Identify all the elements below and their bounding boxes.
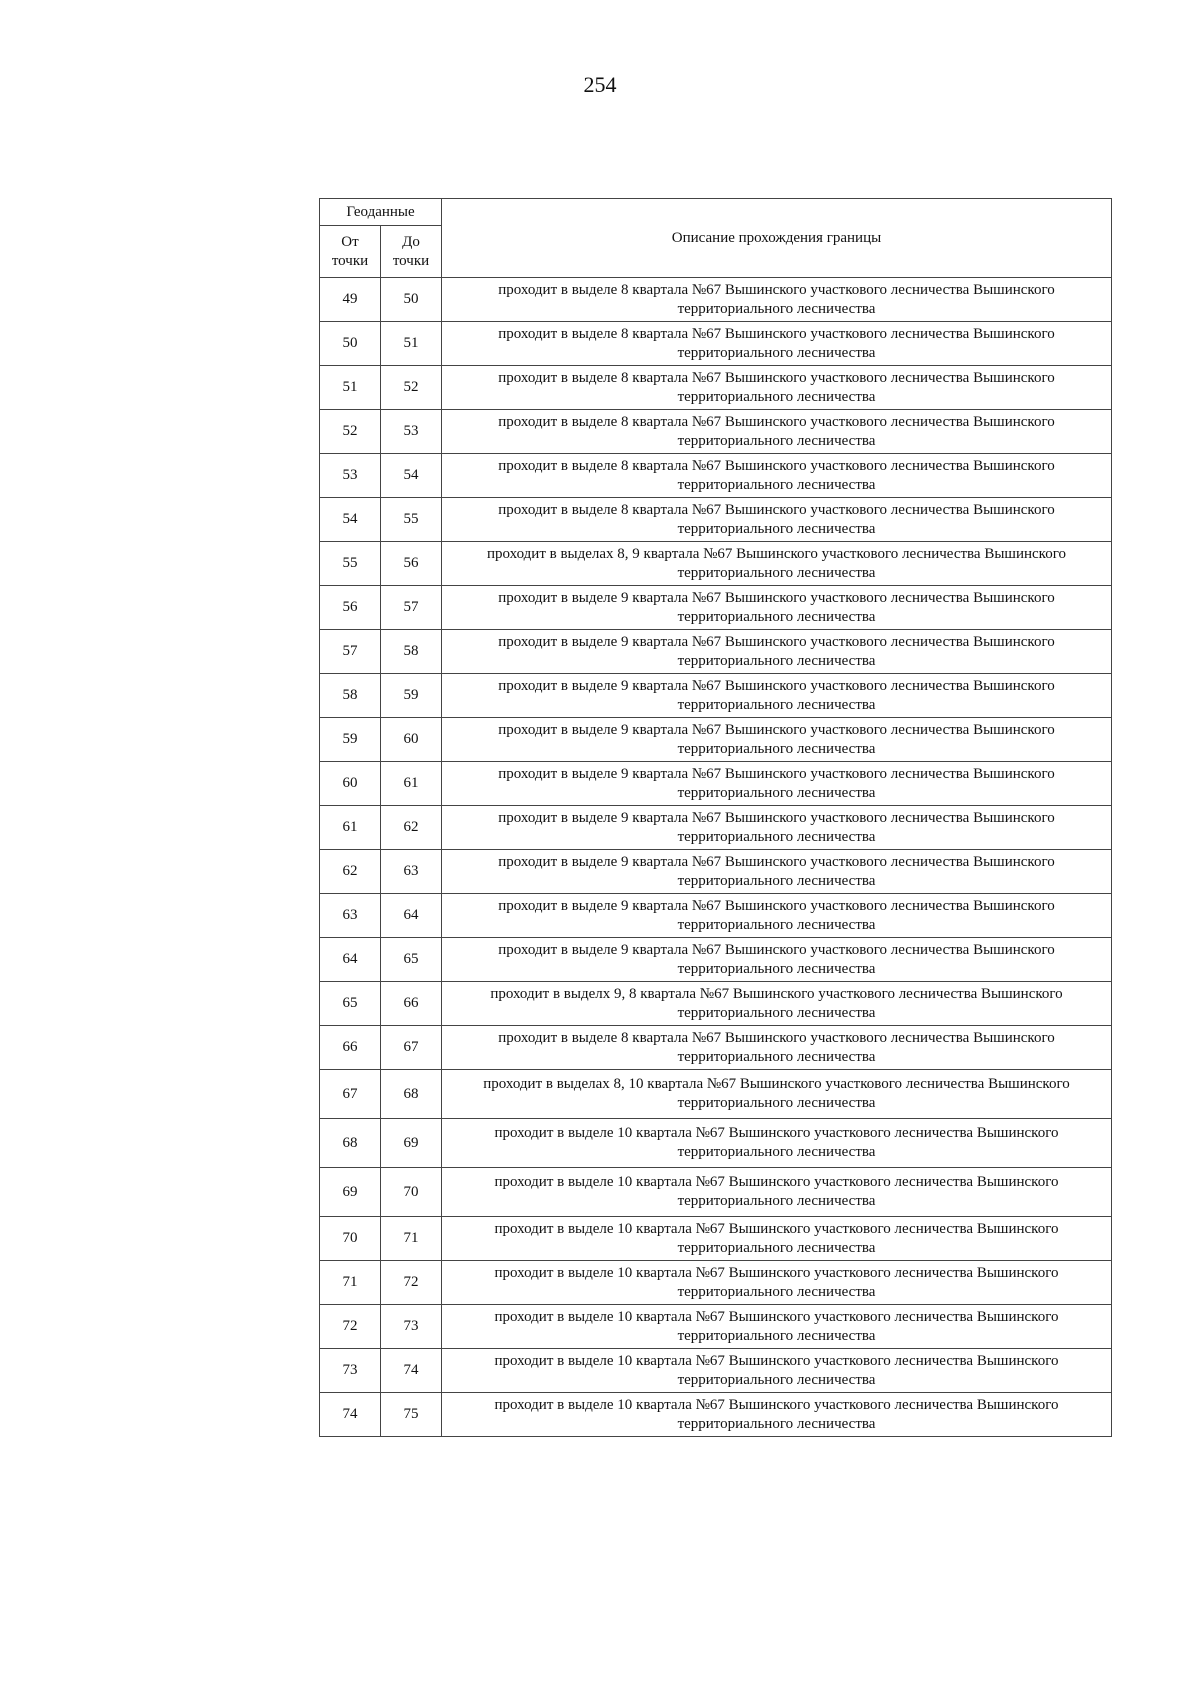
cell-to: 53	[381, 410, 442, 454]
cell-description: проходит в выделе 8 квартала №67 Вышинского участкового лесничества Вышинского территориального лесничества	[442, 366, 1112, 410]
cell-from: 60	[320, 762, 381, 806]
cell-to: 57	[381, 586, 442, 630]
cell-from: 59	[320, 718, 381, 762]
cell-description: проходит в выделе 9 квартала №67 Вышинского участкового лесничества Вышинского территориального лесничества	[442, 850, 1112, 894]
cell-to: 67	[381, 1026, 442, 1070]
cell-from: 72	[320, 1305, 381, 1349]
cell-description: проходит в выделах 8, 9 квартала №67 Вышинского участкового лесничества Вышинского территориального лесничества	[442, 542, 1112, 586]
cell-from: 70	[320, 1217, 381, 1261]
cell-to: 65	[381, 938, 442, 982]
cell-description: проходит в выделе 8 квартала №67 Вышинского участкового лесничества Вышинского территориального лесничества	[442, 410, 1112, 454]
cell-description: проходит в выделе 8 квартала №67 Вышинского участкового лесничества Вышинского территориального лесничества	[442, 498, 1112, 542]
cell-from: 68	[320, 1119, 381, 1168]
table-row	[320, 894, 1112, 938]
header-geodata: Геоданные	[320, 199, 442, 226]
table-row	[320, 1070, 1112, 1119]
cell-description: проходит в выделе 9 квартала №67 Вышинского участкового лесничества Вышинского территориального лесничества	[442, 630, 1112, 674]
table-row	[320, 1261, 1112, 1305]
header-description: Описание прохождения границы	[442, 199, 1112, 278]
cell-from: 50	[320, 322, 381, 366]
cell-description: проходит в выделе 9 квартала №67 Вышинского участкового лесничества Вышинского территориального лесничества	[442, 806, 1112, 850]
cell-from: 67	[320, 1070, 381, 1119]
cell-description: проходит в выделе 10 квартала №67 Вышинского участкового лесничества Вышинского территориального лесничества	[442, 1261, 1112, 1305]
table-body	[320, 278, 1112, 1437]
cell-description: проходит в выделе 10 квартала №67 Вышинского участкового лесничества Вышинского территориального лесничества	[442, 1119, 1112, 1168]
table-row	[320, 542, 1112, 586]
cell-to: 58	[381, 630, 442, 674]
table-row	[320, 1305, 1112, 1349]
table-row	[320, 630, 1112, 674]
cell-description: проходит в выделе 9 квартала №67 Вышинского участкового лесничества Вышинского территориального лесничества	[442, 674, 1112, 718]
table-row	[320, 850, 1112, 894]
table-row	[320, 938, 1112, 982]
cell-from: 66	[320, 1026, 381, 1070]
cell-description: проходит в выделе 9 квартала №67 Вышинского участкового лесничества Вышинского территориального лесничества	[442, 894, 1112, 938]
table-row	[320, 586, 1112, 630]
cell-description: проходит в выделе 8 квартала №67 Вышинского участкового лесничества Вышинского территориального лесничества	[442, 322, 1112, 366]
cell-description: проходит в выделе 9 квартала №67 Вышинского участкового лесничества Вышинского территориального лесничества	[442, 586, 1112, 630]
table-row	[320, 410, 1112, 454]
cell-from: 56	[320, 586, 381, 630]
cell-to: 62	[381, 806, 442, 850]
cell-description: проходит в выделх 9, 8 квартала №67 Вышинского участкового лесничества Вышинского территориального лесничества	[442, 982, 1112, 1026]
cell-description: проходит в выделе 9 квартала №67 Вышинского участкового лесничества Вышинского территориального лесничества	[442, 762, 1112, 806]
cell-description: проходит в выделах 8, 10 квартала №67 Вышинского участкового лесничества Вышинского территориального лесничества	[442, 1070, 1112, 1119]
header-to-point: До точки	[381, 226, 442, 278]
table-row	[320, 1349, 1112, 1393]
table-row	[320, 498, 1112, 542]
cell-description: проходит в выделе 8 квартала №67 Вышинского участкового лесничества Вышинского территориального лесничества	[442, 454, 1112, 498]
cell-to: 75	[381, 1393, 442, 1437]
table-row	[320, 1026, 1112, 1070]
cell-to: 52	[381, 366, 442, 410]
cell-from: 55	[320, 542, 381, 586]
cell-from: 52	[320, 410, 381, 454]
cell-from: 57	[320, 630, 381, 674]
table-row	[320, 982, 1112, 1026]
cell-description: проходит в выделе 8 квартала №67 Вышинского участкового лесничества Вышинского территориального лесничества	[442, 1026, 1112, 1070]
cell-from: 54	[320, 498, 381, 542]
cell-to: 55	[381, 498, 442, 542]
table-row	[320, 1217, 1112, 1261]
table-row	[320, 1393, 1112, 1437]
cell-from: 74	[320, 1393, 381, 1437]
table-row	[320, 674, 1112, 718]
cell-from: 71	[320, 1261, 381, 1305]
cell-to: 69	[381, 1119, 442, 1168]
cell-description: проходит в выделе 10 квартала №67 Вышинского участкового лесничества Вышинского территориального лесничества	[442, 1393, 1112, 1437]
boundary-table	[319, 198, 1112, 1437]
cell-to: 61	[381, 762, 442, 806]
cell-from: 58	[320, 674, 381, 718]
table-row	[320, 718, 1112, 762]
cell-from: 53	[320, 454, 381, 498]
cell-to: 68	[381, 1070, 442, 1119]
cell-to: 60	[381, 718, 442, 762]
cell-from: 62	[320, 850, 381, 894]
cell-from: 73	[320, 1349, 381, 1393]
cell-from: 61	[320, 806, 381, 850]
cell-from: 51	[320, 366, 381, 410]
cell-to: 59	[381, 674, 442, 718]
cell-description: проходит в выделе 9 квартала №67 Вышинского участкового лесничества Вышинского территориального лесничества	[442, 718, 1112, 762]
cell-from: 64	[320, 938, 381, 982]
cell-from: 65	[320, 982, 381, 1026]
table-row	[320, 762, 1112, 806]
table-row	[320, 322, 1112, 366]
cell-from: 63	[320, 894, 381, 938]
cell-from: 49	[320, 278, 381, 322]
cell-description: проходит в выделе 10 квартала №67 Вышинского участкового лесничества Вышинского территориального лесничества	[442, 1305, 1112, 1349]
cell-to: 74	[381, 1349, 442, 1393]
cell-to: 66	[381, 982, 442, 1026]
cell-to: 72	[381, 1261, 442, 1305]
cell-description: проходит в выделе 10 квартала №67 Вышинского участкового лесничества Вышинского территориального лесничества	[442, 1217, 1112, 1261]
cell-to: 73	[381, 1305, 442, 1349]
cell-to: 50	[381, 278, 442, 322]
header-from-point: От точки	[320, 226, 381, 278]
cell-description: проходит в выделе 10 квартала №67 Вышинского участкового лесничества Вышинского территориального лесничества	[442, 1349, 1112, 1393]
table-row	[320, 366, 1112, 410]
table-row	[320, 454, 1112, 498]
cell-to: 64	[381, 894, 442, 938]
page-number: 254	[583, 72, 617, 97]
table-row	[320, 1119, 1112, 1168]
cell-to: 71	[381, 1217, 442, 1261]
cell-to: 56	[381, 542, 442, 586]
table-row	[320, 806, 1112, 850]
cell-to: 54	[381, 454, 442, 498]
cell-description: проходит в выделе 10 квартала №67 Вышинского участкового лесничества Вышинского территориального лесничества	[442, 1168, 1112, 1217]
cell-description: проходит в выделе 8 квартала №67 Вышинского участкового лесничества Вышинского территориального лесничества	[442, 278, 1112, 322]
table-header	[320, 199, 1112, 278]
cell-from: 69	[320, 1168, 381, 1217]
cell-to: 51	[381, 322, 442, 366]
cell-description: проходит в выделе 9 квартала №67 Вышинского участкового лесничества Вышинского территориального лесничества	[442, 938, 1112, 982]
cell-to: 70	[381, 1168, 442, 1217]
table-row	[320, 1168, 1112, 1217]
cell-to: 63	[381, 850, 442, 894]
table-row	[320, 278, 1112, 322]
